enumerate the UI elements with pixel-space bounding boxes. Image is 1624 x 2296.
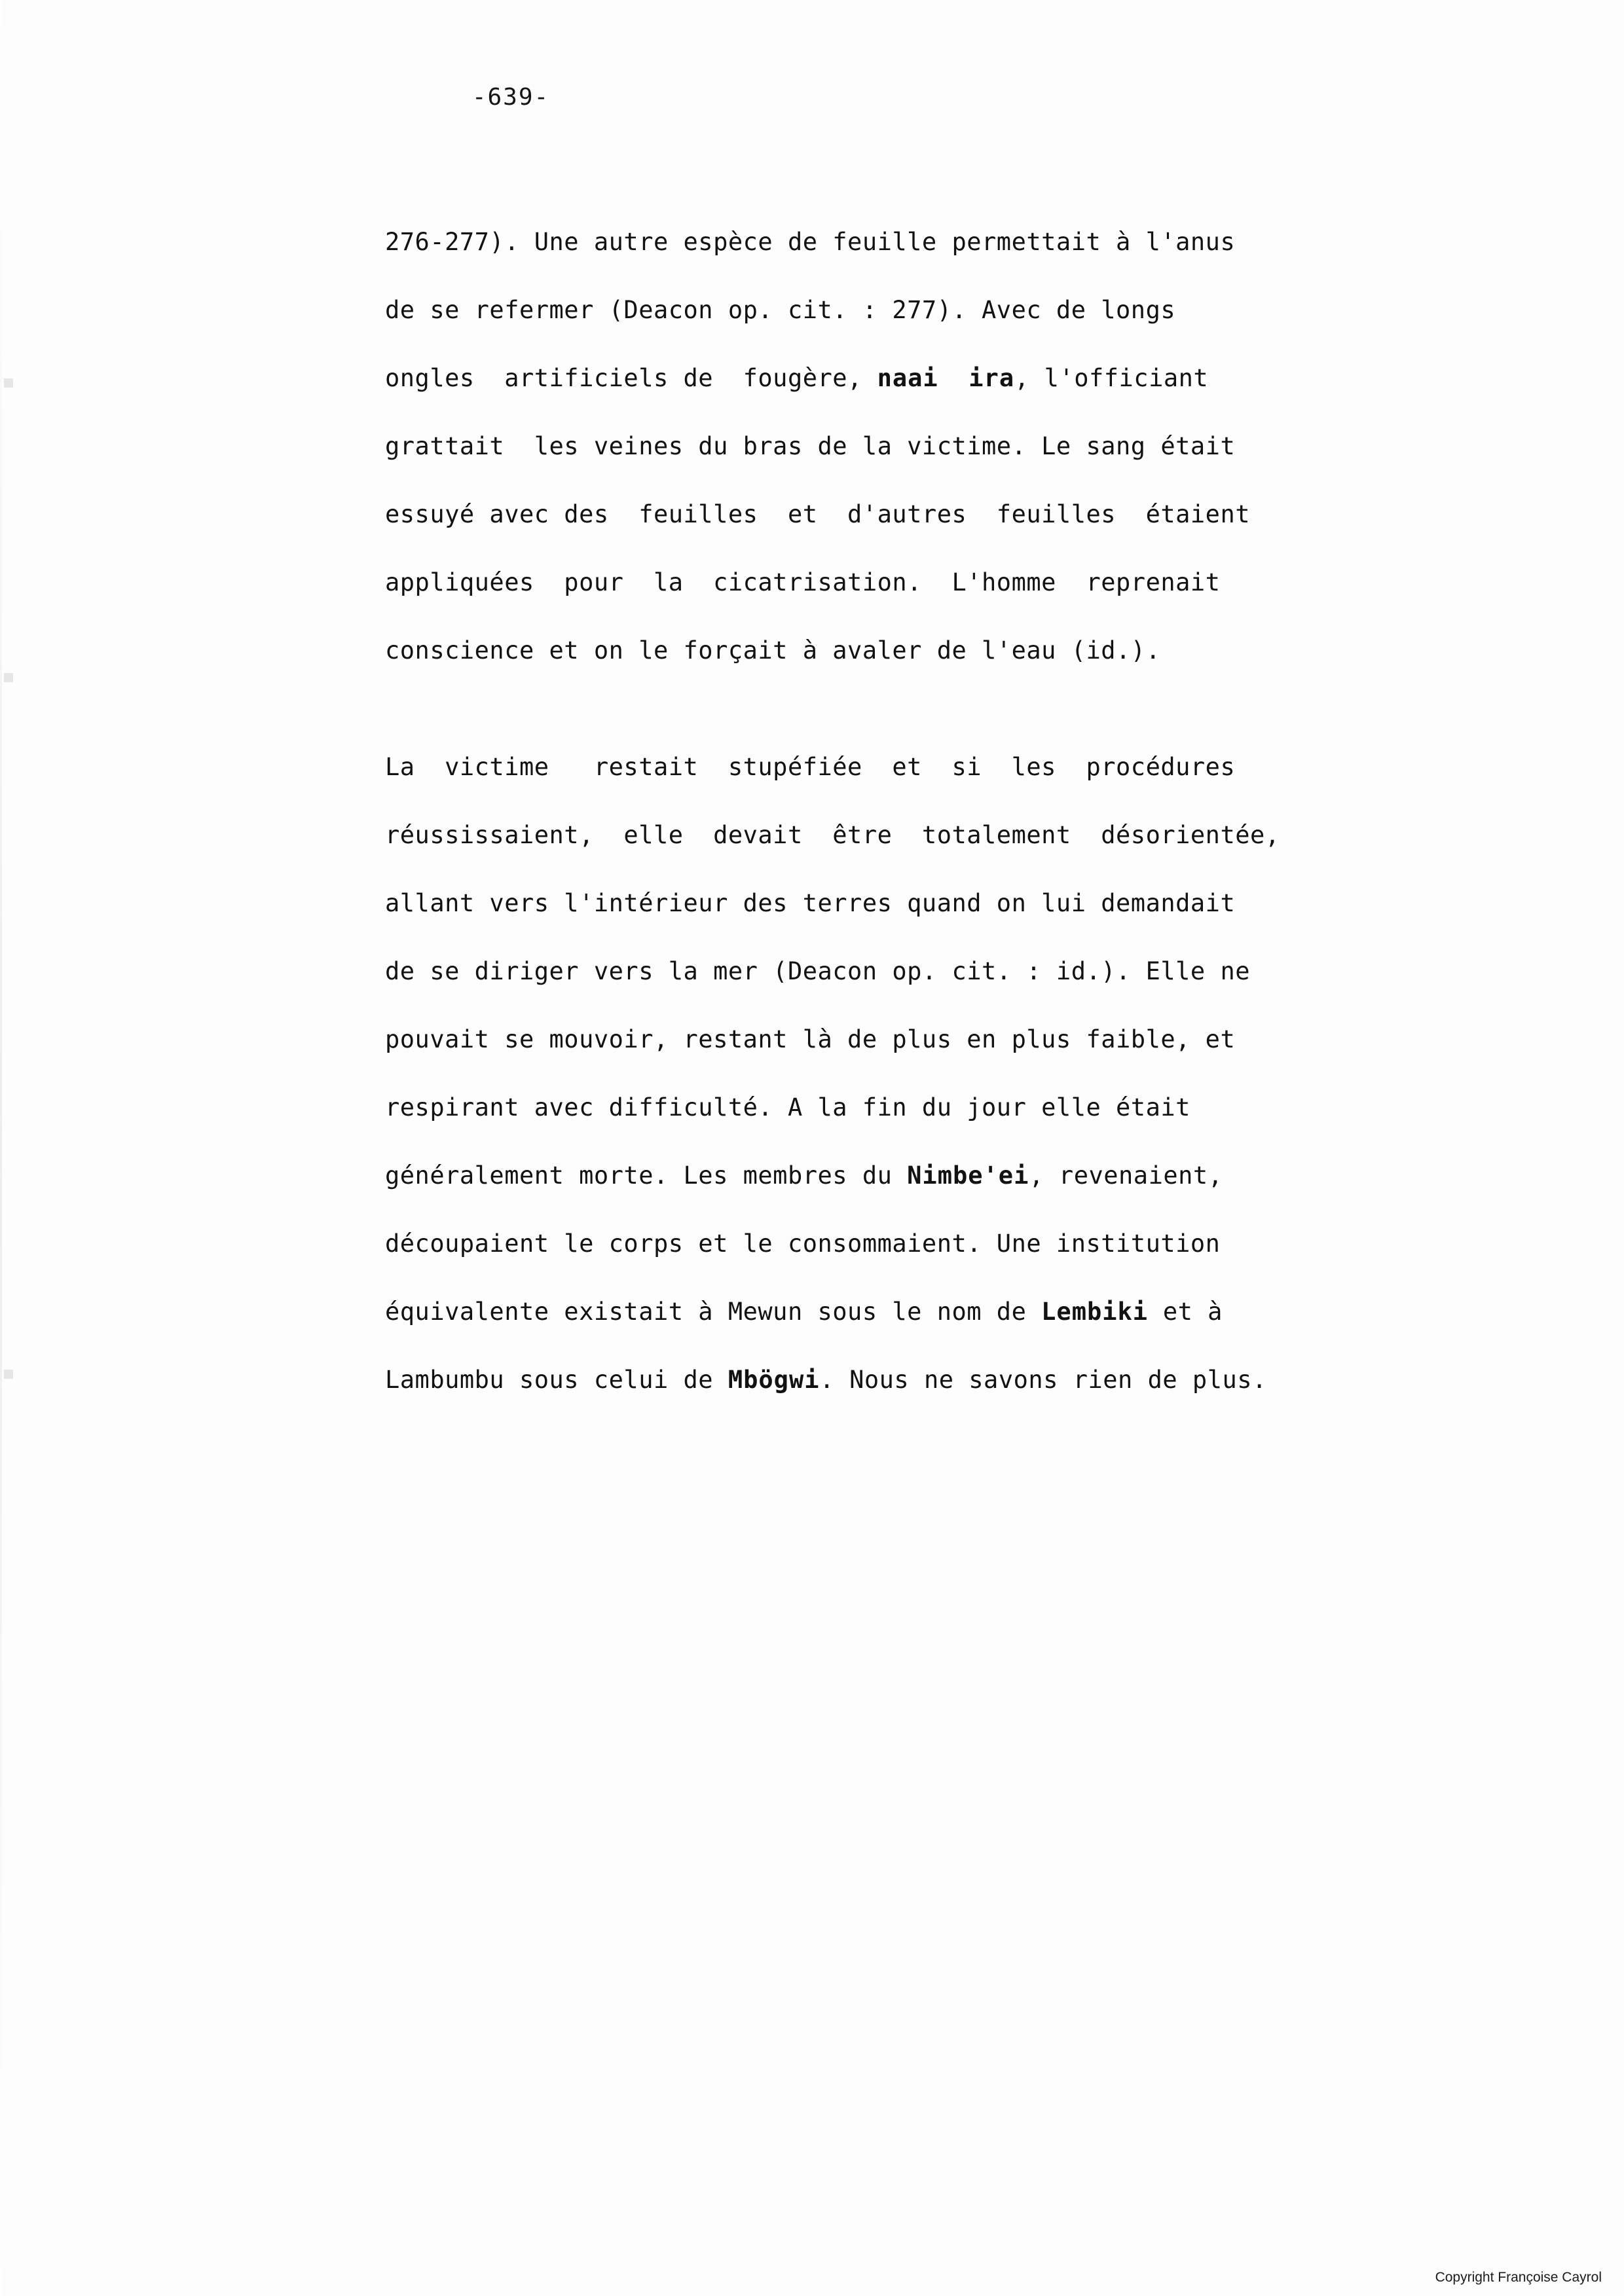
scan-artifact-mark bbox=[4, 1370, 13, 1379]
text-line: ongles artificiels de fougère, naai ira, l'officiant bbox=[385, 364, 1209, 392]
text-line: 276-277). Une autre espèce de feuille permettait à l'anus bbox=[385, 228, 1236, 256]
scan-artifact-mark bbox=[4, 378, 13, 388]
text-line: grattait les veines du bras de la victime. Le sang était bbox=[385, 432, 1236, 460]
text-line: appliquées pour la cicatrisation. L'homme reprenait bbox=[385, 568, 1221, 596]
paragraph-1 bbox=[385, 208, 1570, 685]
scan-artifact-mark bbox=[4, 673, 13, 682]
text-line: conscience et on le forçait à avaler de l'eau (id.). bbox=[385, 636, 1161, 665]
text-line: La victime restait stupéfiée et si les procédures bbox=[385, 753, 1236, 781]
text-line: respirant avec difficulté. A la fin du jour elle était bbox=[385, 1093, 1190, 1121]
page-number: -639- bbox=[471, 84, 550, 111]
paper-edge-shading bbox=[0, 0, 2, 2296]
text-line: découpaient le corps et le consommaient. Une institution bbox=[385, 1230, 1221, 1258]
text-line: de se refermer (Deacon op. cit. : 277). Avec de longs bbox=[385, 296, 1176, 324]
text-line: Lambumbu sous celui de Mbögwi. Nous ne savons rien de plus. bbox=[385, 1366, 1267, 1394]
text-line: de se diriger vers la mer (Deacon op. cit. : id.). Elle ne bbox=[385, 957, 1251, 985]
text-line: généralement morte. Les membres du Nimbe'ei, revenaient, bbox=[385, 1161, 1223, 1190]
paragraph-2 bbox=[385, 733, 1570, 1414]
text-line: allant vers l'intérieur des terres quand on lui demandait bbox=[385, 889, 1236, 917]
text-line: réussissaient, elle devait être totalement désorientée, bbox=[385, 821, 1280, 849]
text-line: essuyé avec des feuilles et d'autres feuilles étaient bbox=[385, 500, 1251, 528]
text-line: pouvait se mouvoir, restant là de plus en plus faible, et bbox=[385, 1025, 1236, 1053]
text-line: équivalente existait à Mewun sous le nom de Lembiki et à bbox=[385, 1298, 1223, 1326]
copyright-notice: Copyright Françoise Cayrol bbox=[1435, 2270, 1602, 2285]
